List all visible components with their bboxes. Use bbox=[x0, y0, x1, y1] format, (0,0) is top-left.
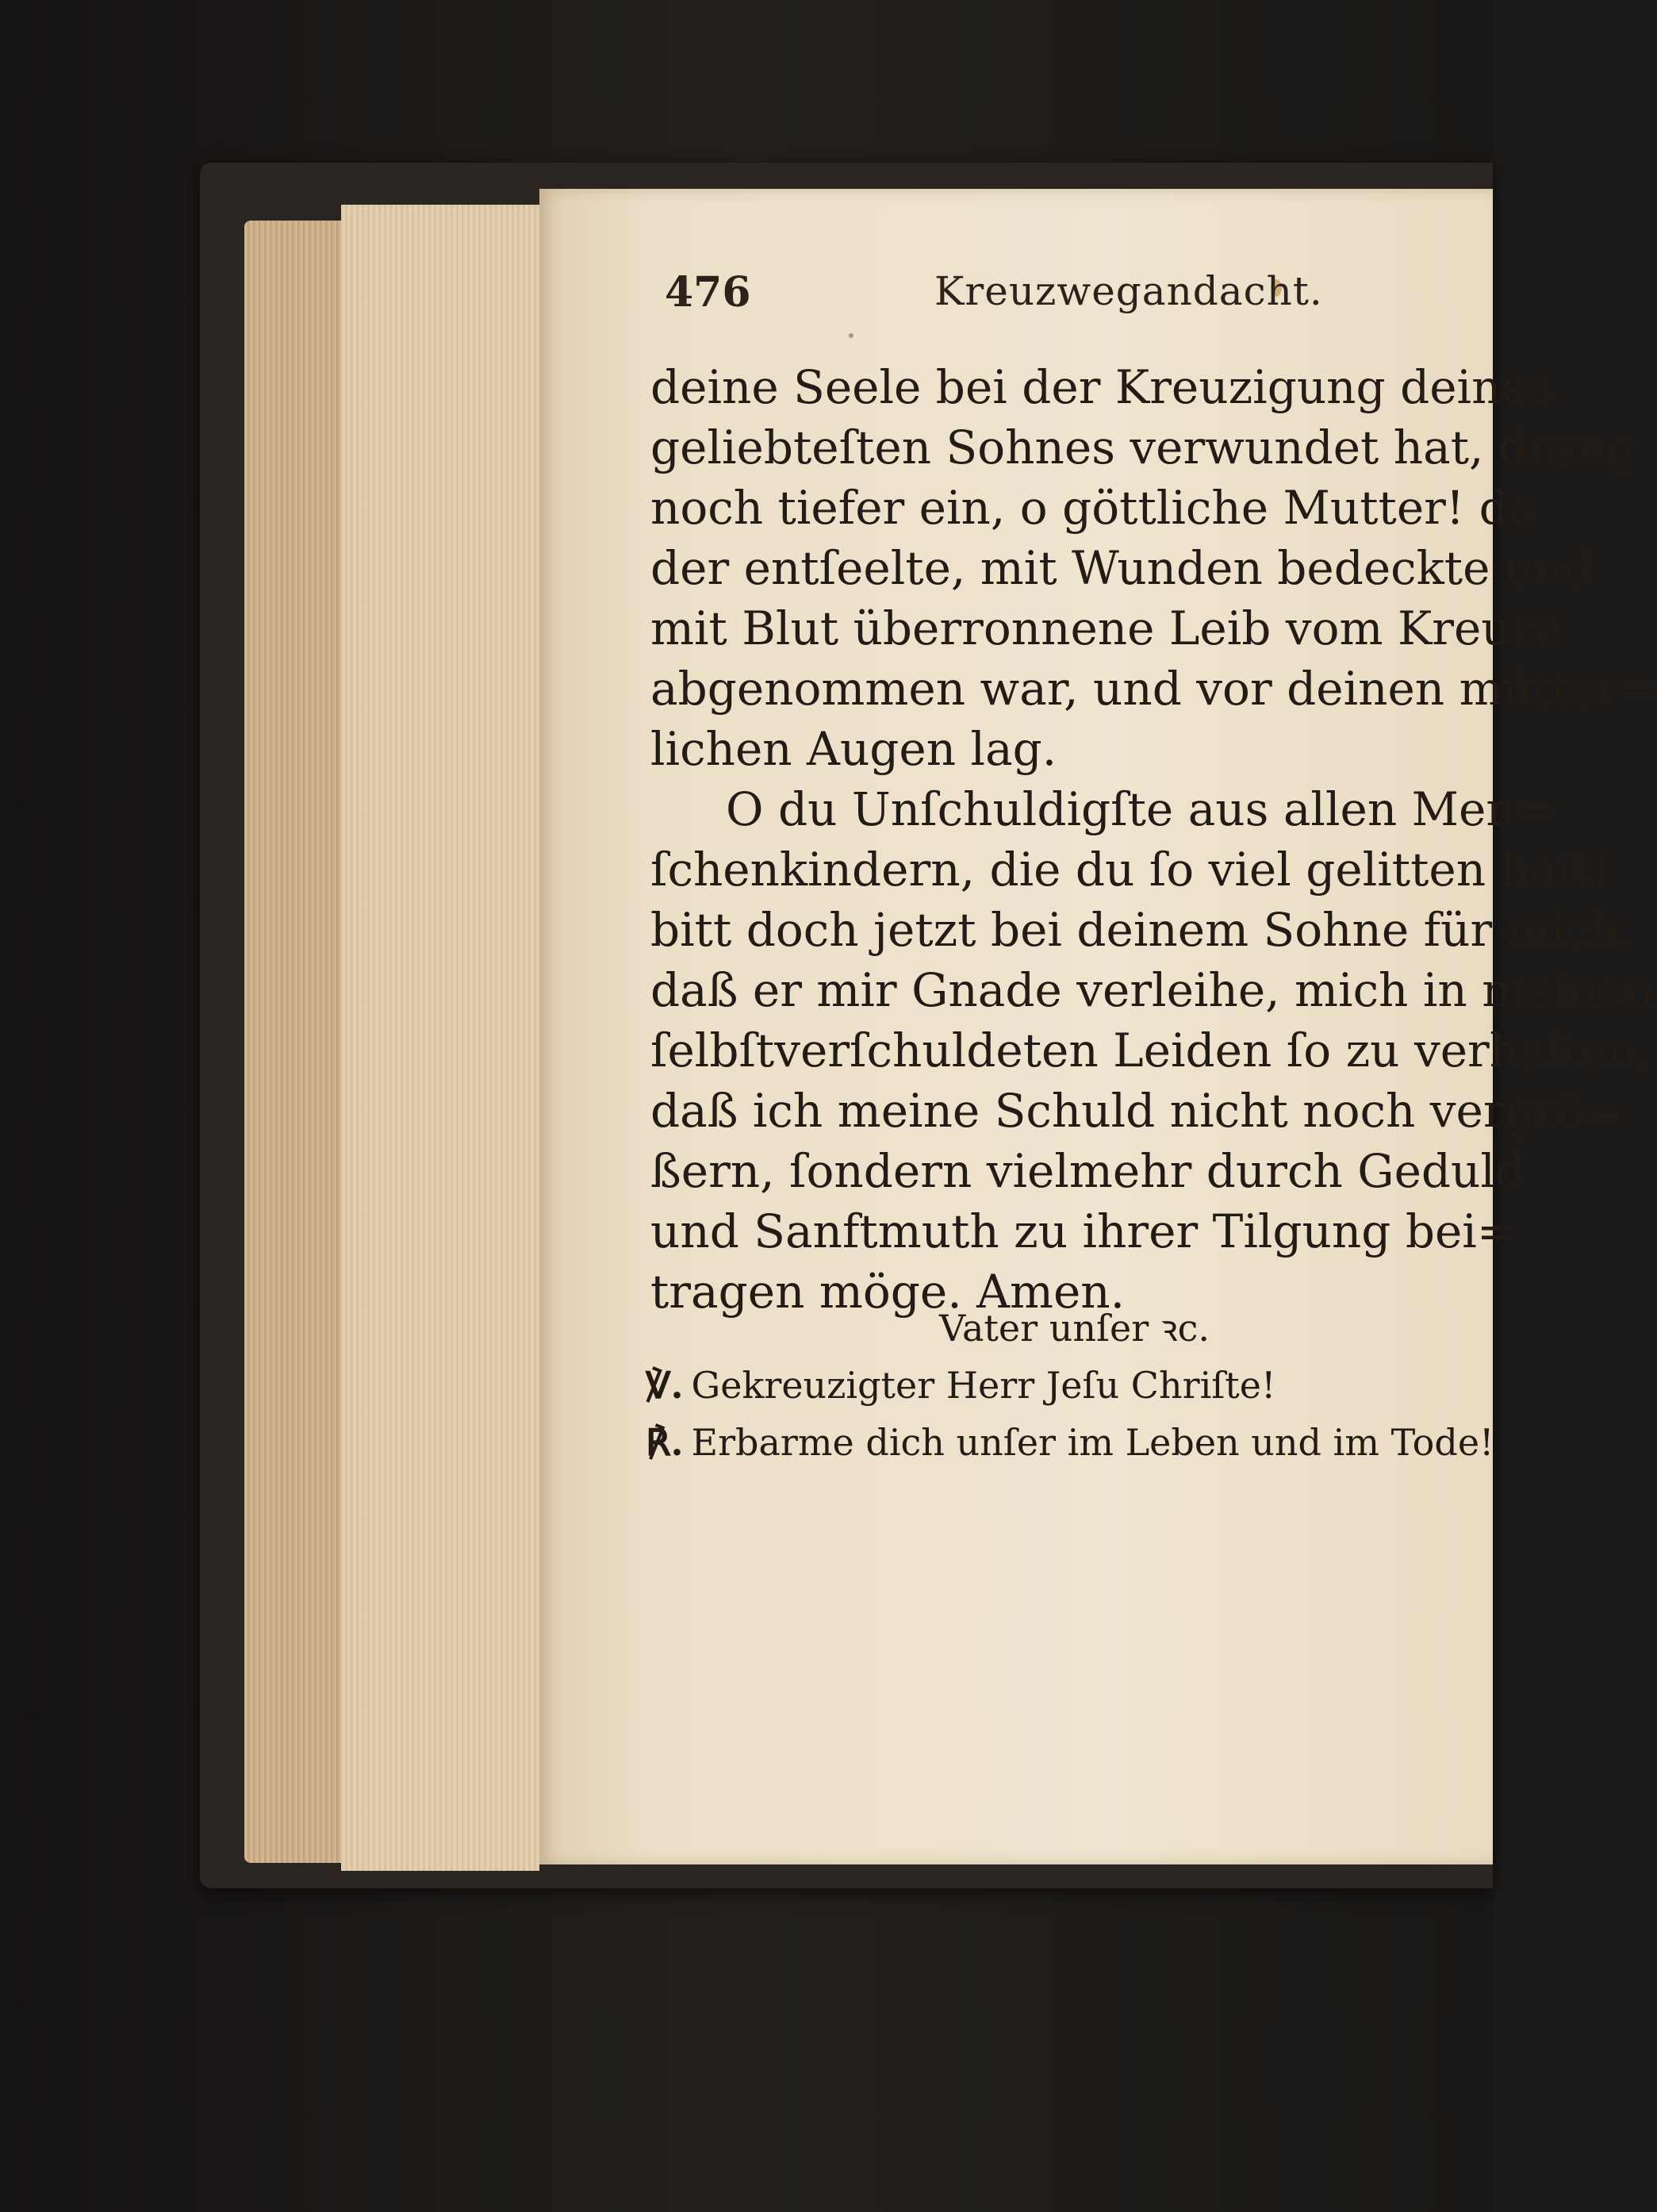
text-line: O du Unſchuldigſte aus allen Men= bbox=[726, 782, 1555, 836]
text-line: ſchenkindern, die du ſo viel gelitten haſt! bbox=[650, 843, 1612, 897]
response-line bbox=[646, 1414, 1494, 1471]
page-speck bbox=[849, 333, 853, 338]
vater-unser-line: Vater unſer ꝛc. bbox=[939, 1307, 1210, 1350]
response-symbol: ℟. bbox=[646, 1421, 684, 1464]
text-line: der entſeelte, mit Wunden bedeckte und bbox=[650, 541, 1594, 595]
text-line: lichen Augen lag. bbox=[650, 722, 1057, 776]
text-line: daß ich meine Schuld nicht noch vergrö= bbox=[650, 1084, 1623, 1138]
text-line: daß er mir Gnade verleihe, mich in meinen bbox=[650, 963, 1655, 1017]
text-line: tragen möge. Amen. bbox=[650, 1265, 1126, 1319]
versicle-line bbox=[646, 1357, 1486, 1414]
response-text: Erbarme dich unſer im Leben und im Tode! bbox=[691, 1421, 1494, 1464]
text-line: mit Blut überronnene Leib vom Kreuze bbox=[650, 601, 1563, 655]
text-line: ſelbſtverſchuldeten Leiden ſo zu verhalten, bbox=[650, 1023, 1651, 1077]
text-line: ßern, ſondern vielmehr durch Geduld bbox=[650, 1144, 1525, 1198]
versicle-symbol: ℣. bbox=[646, 1364, 684, 1407]
text-line: abgenommen war, und vor deinen mütter= bbox=[650, 662, 1657, 716]
text-line: und Sanftmuth zu ihrer Tilgung bei= bbox=[650, 1204, 1516, 1258]
page-number: 476 bbox=[665, 268, 751, 317]
main-paragraphs bbox=[650, 357, 1657, 1322]
text-line: bitt doch jetzt bei deinem Sohne für mich, bbox=[650, 903, 1636, 957]
versicle-text: Gekreuzigter Herr Jeſu Chriſte! bbox=[691, 1364, 1276, 1407]
running-head: Kreuzwegandacht. bbox=[934, 268, 1323, 314]
page-edges-inner bbox=[341, 205, 539, 1871]
page-header bbox=[665, 268, 1379, 316]
text-line: deine Seele bei der Kreuzigung deines bbox=[650, 360, 1552, 414]
prayer-block bbox=[646, 1300, 1494, 1471]
text-line: noch tiefer ein, o göttliche Mutter! da bbox=[650, 481, 1536, 535]
text-line: geliebteſten Sohnes verwundet hat, drang bbox=[650, 421, 1636, 474]
